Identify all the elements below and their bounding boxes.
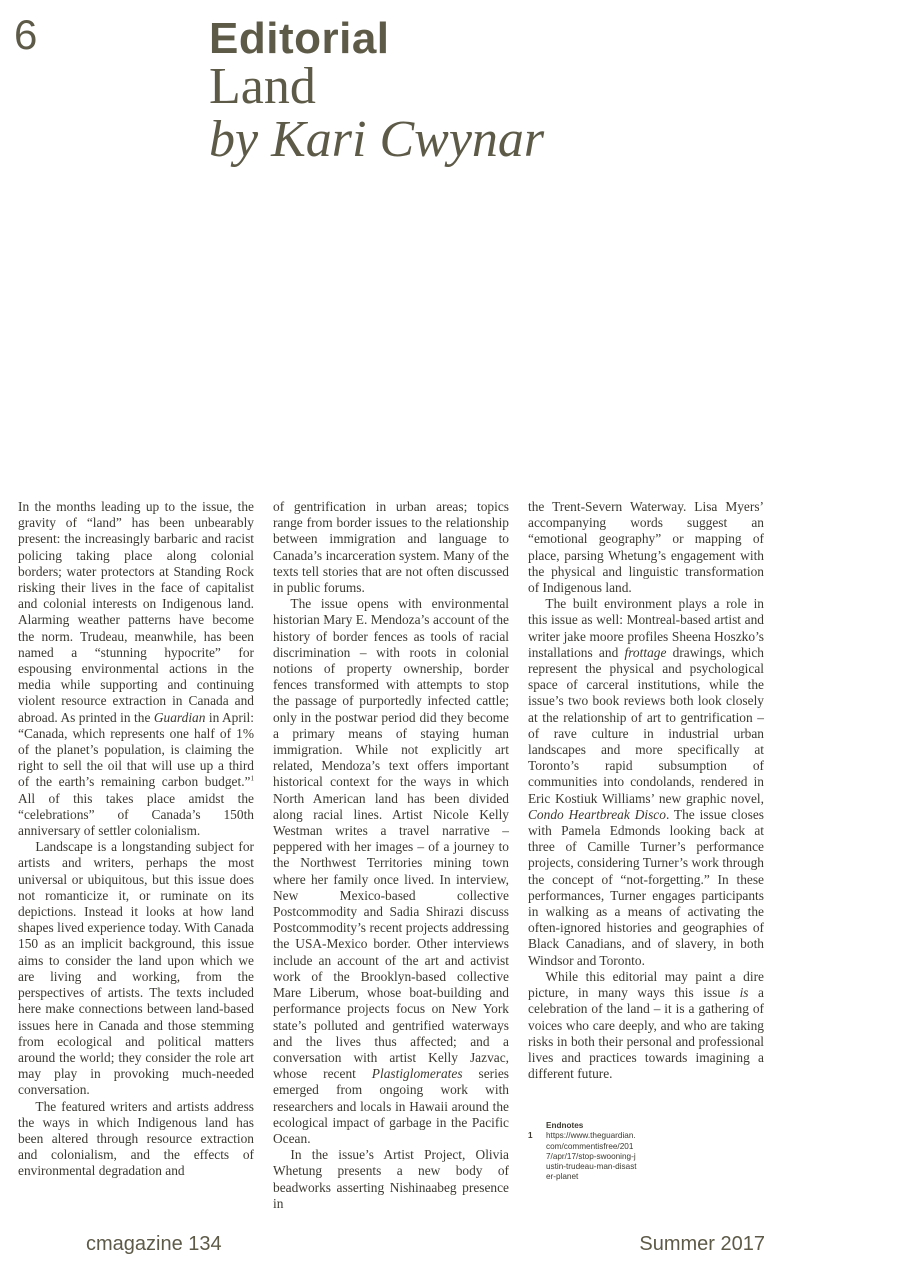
footer-publication: cmagazine 134 bbox=[86, 1233, 222, 1255]
article-title: Land bbox=[209, 58, 316, 115]
text-column-1 bbox=[18, 499, 254, 1180]
publication-name: Guardian bbox=[153, 709, 206, 725]
page-number: 6 bbox=[14, 11, 38, 58]
emphasis: is bbox=[739, 985, 749, 1001]
paragraph: While this editorial may paint a dire picture, in many ways this issue is a celebration of the land – it is a gathering of voices who care deeply, and who are taking risks in both their personal and professional lives and practices towards imagining a different future. bbox=[528, 968, 764, 1082]
endnote-link[interactable]: https://www.theguardian.com/commentisfree/2017/apr/17/stop-swooning-justin-trudeau-man-disaster-planet bbox=[546, 1131, 637, 1182]
paragraph: The built environment plays a role in this issue as well: Montreal-based artist and writer jake moore profiles Sheena Hoszko’s installations and frottage drawings, which represent the physical and psychological space of carceral institutions, while the issue’s two book reviews both look closely at the relationship of art to gentrification – of rave culture in industrial urban landscapes and more specifically at Toronto’s rapid subsumption of communities into condolands, rendered in Eric Kostiuk Williams’ new graphic novel, Condo Heartbreak Disco. The issue closes with Pamela Edmonds looking back at three of Camille Turner’s performance projects, considering Turner’s work through the concept of “not-forgetting.” In these performances, Turner engages participants in walking as a means of activating the often-ignored histories and geographies of Black Canadians, and of slavery, in both Windsor and Toronto. bbox=[528, 596, 765, 968]
technique-term: frottage bbox=[624, 644, 667, 660]
text-column-3 bbox=[528, 499, 764, 1082]
book-title: Condo Heartbreak Disco bbox=[528, 806, 666, 822]
section-kicker: Editorial bbox=[209, 14, 390, 63]
endnote-ref: 1 bbox=[250, 774, 254, 783]
paragraph: The featured writers and artists address the ways in which Indigenous land has been altered through resource extraction and colonialism, and the effects of environmental degradation and bbox=[18, 1098, 254, 1179]
text-column-2 bbox=[273, 499, 509, 1212]
paragraph: Landscape is a longstanding subject for artists and writers, perhaps the most universal or ubiquitous, but this issue does not romanticize it, or ruminate on its depictions. Instead it looks at how land shapes lived experience today. With Canada 150 as an implicit background, this issue aims to consider the land upon which we are living and working, from the perspectives of artists. The texts included here make connections between land-based issues here in Canada and those stemming from ecological and political matters around the world; they consider the role art may play in provoking much-needed conversation. bbox=[18, 839, 254, 1098]
artwork-title: Plastiglomerates bbox=[371, 1066, 463, 1082]
paragraph: In the months leading up to the issue, the gravity of “land” has been unbearably present: the increasingly barbaric and racist policing taking place along colonial borders; water protectors at Standing Rock risking their lives in the face of capitalist and colonial interests on Indigenous land. Alarming weather patterns have become the norm. Trudeau, meanwhile, has been named a “stunning hypocrite” for espousing environmental actions in the media while supporting and continuing violent resource extraction in Canada and abroad. As printed in the Guardian in April: “Canada, which represents one half of 1% of the planet’s population, is claiming the right to sell the oil that will use up a third of the earth’s remaining carbon budget.”$^1$ All of this takes place amidst the “celebrations” of Canada’s 150th anniversary of settler colonialism. bbox=[18, 499, 255, 839]
paragraph: The issue opens with environmental historian Mary E. Mendoza’s account of the history of border fences as tools of racial discrimination – with roots in colonial notions of property ownership, border fences transformed with attempts to stop the passage of purportedly infected cattle; only in the postwar period did they become a primary means of staying human immigration. While not explicitly art related, Mendoza’s text offers important historical context for the ways in which North American land has been divided along racial lines. Artist Nicole Kelly Westman writes a travel narrative – peppered with her images – of a journey to the Northwest Territories mining town where her family once lived. In interview, New Mexico-based collective Postcommodity and Sadia Shirazi discuss Postcommodity’s recent projects addressing the USA-Mexico border. Other interviews include an account of the art and activist work of the Brooklyn-based collective Mare Liberum, whose boat-building and performance projects focus on New York state’s polluted and gentrified waterways and the lives thus affected; and a conversation with artist Kelly Jazvac, whose recent Plastiglomerates series emerged from ongoing work with researchers and locals in Hawaii around the ecological impact of garbage in the Pacific Ocean. bbox=[273, 596, 509, 1146]
title-block bbox=[209, 16, 544, 168]
endnote-number: 1 bbox=[528, 1131, 533, 1141]
paragraph-continued: of gentrification in urban areas; topics range from border issues to the relationship between immigration and language to Canada’s incarceration system. Many of the texts tell stories that are not often discussed in public forums. bbox=[273, 499, 509, 596]
paragraph: In the issue’s Artist Project, Olivia Whetung presents a new body of beadworks asserting Nishinaabeg presence in bbox=[273, 1147, 509, 1211]
endnotes bbox=[528, 1121, 638, 1183]
endnote-item bbox=[528, 1131, 638, 1182]
endnotes-title: Endnotes bbox=[546, 1121, 584, 1130]
footer-issue-date: Summer 2017 bbox=[639, 1233, 765, 1255]
article-byline: by Kari Cwynar bbox=[209, 111, 545, 168]
paragraph-continued: the Trent-Severn Waterway. Lisa Myers’ accompanying words suggest an “emotional geography” or mapping of place, parsing Whetung’s engagement with the physical and linguistic transformation of Indigenous land. bbox=[528, 499, 764, 596]
